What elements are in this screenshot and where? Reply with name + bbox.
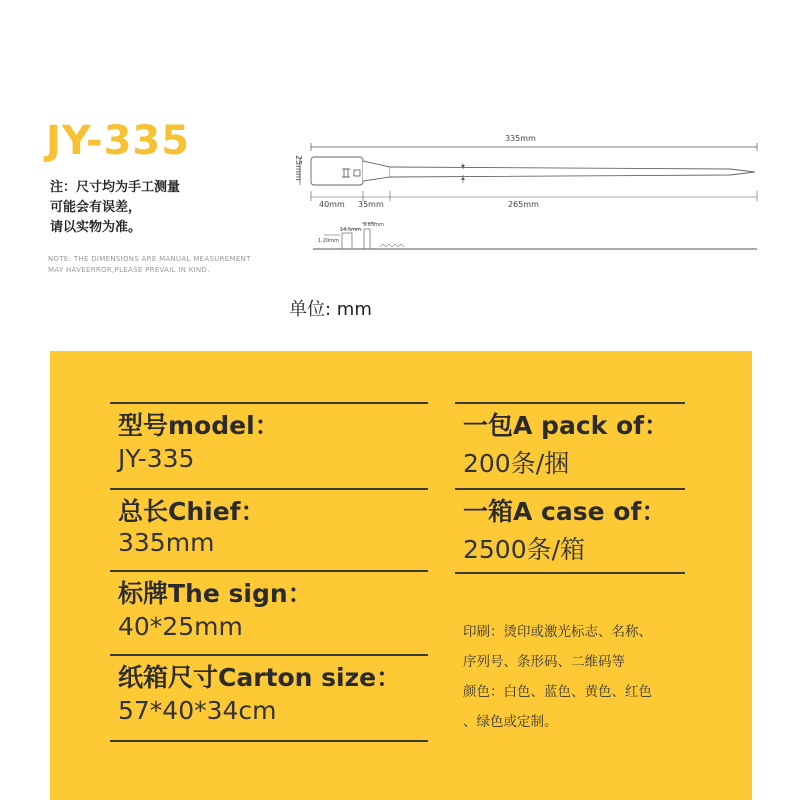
spec-value: 40*25mm: [118, 612, 243, 641]
note-line: 注：尺寸均为手工测量: [50, 180, 181, 195]
spec-label: 纸箱尺寸Carton size：: [118, 663, 402, 692]
dim-height: 25mm: [294, 155, 303, 181]
print-info-line: 、绿色或定制。: [463, 714, 558, 730]
note-line: 可能会有误差，: [50, 200, 142, 215]
spec-label: 总长Chief：: [118, 497, 266, 526]
spec-value: 2500条/箱: [463, 535, 586, 564]
spec-case: [455, 490, 685, 574]
tail-strap: [390, 167, 755, 177]
spec-label: 型号model：: [118, 411, 280, 440]
dim-total-length: 335mm: [505, 134, 536, 143]
spec-sign: [110, 572, 428, 656]
print-info: [463, 617, 723, 737]
dim-tag-width: 40mm: [319, 200, 345, 209]
print-info-line: 印刷：烫印或激光标志、名称、: [463, 624, 652, 640]
spec-label: 一包A pack of：: [463, 411, 670, 440]
spec-label: 一箱A case of：: [463, 497, 667, 526]
note-en-line: NOTE: THE DIMENSIONS ARE MANUAL MEASUREMENT: [48, 255, 251, 263]
dim-side-height: 14.5mm: [340, 227, 361, 233]
spec-pack: [455, 404, 685, 490]
note-en-line: MAY HAVEERROR,PLEASE PREVAIL IN KIND.: [48, 266, 210, 274]
dim-side-thickness: 1.20mm: [318, 238, 339, 244]
unit-label: 单位: mm: [289, 299, 372, 320]
dim-neck: 35mm: [358, 200, 384, 209]
dim-side-top: 9.65mm: [363, 222, 384, 228]
note-chinese: [50, 178, 250, 238]
note-english: [48, 254, 258, 276]
spec-label: 标牌The sign：: [118, 579, 313, 608]
note-line: 请以实物为准。: [50, 220, 142, 235]
neck-shape: [363, 161, 390, 181]
spec-model: [110, 404, 428, 490]
cable-tie-diagram: [280, 125, 760, 265]
spec-value: 335mm: [118, 528, 215, 557]
print-info-line: 序列号、条形码、二维码等: [463, 654, 625, 670]
tag-shape: [311, 157, 363, 185]
spec-value: 57*40*34cm: [118, 696, 277, 725]
spec-carton: [110, 656, 428, 742]
dim-tail: 265mm: [508, 200, 539, 209]
spec-value: 200条/捆: [463, 449, 570, 478]
spec-value: JY-335: [118, 444, 195, 473]
spec-length: [110, 490, 428, 572]
print-info-line: 颜色：白色、蓝色、黄色、红色: [463, 684, 652, 700]
model-title: JY-335: [46, 118, 191, 164]
